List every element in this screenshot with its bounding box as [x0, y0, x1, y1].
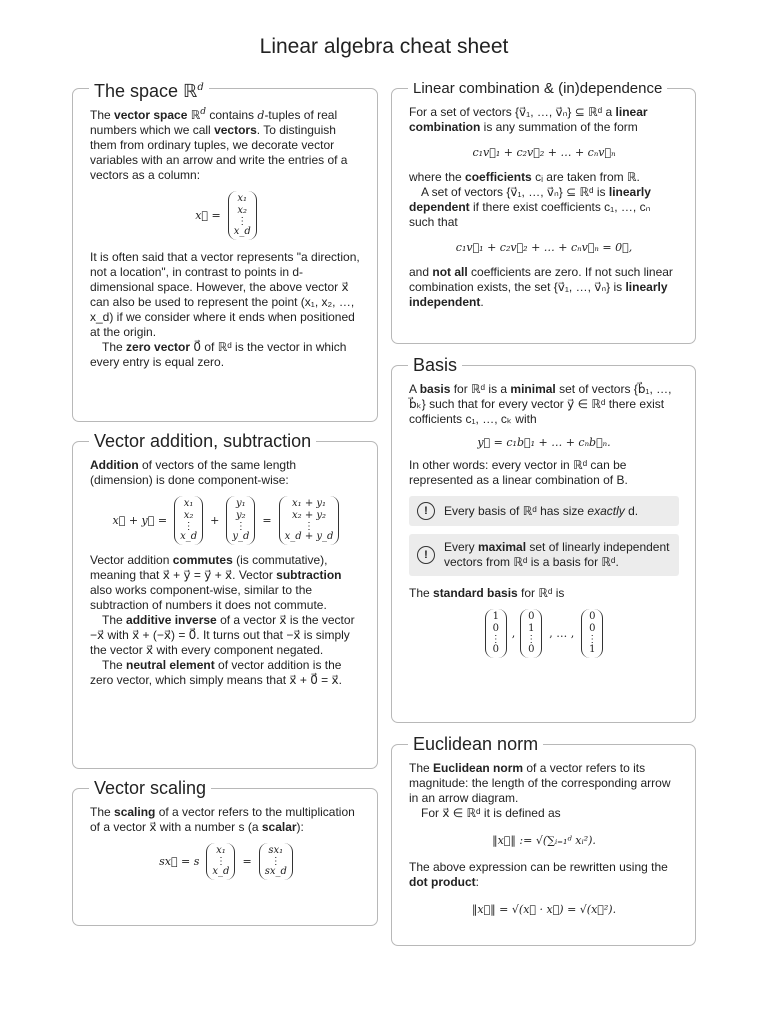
vector-x: x₁ ⋮ x_d: [206, 843, 235, 880]
combination-paragraph-1: For a set of vectors {v⃗₁, …, v⃗ₙ} ⊆ ℝᵈ a linear combination is any summation of the form: [409, 105, 648, 134]
space-paragraph-2: It is often said that a vector represents "a direction, not a location", in contrast to points in d-dimensional space. However, the above vector x⃗ can also be used to represent the point (x₁, x₂, …, x_d) if we consider where it ends when positioned at the origin.: [90, 250, 360, 339]
norm-equation-2: ‖x⃗‖ = √(x⃗ · x⃗) = √(x⃗²).: [471, 903, 617, 916]
exclamation-circle-icon: !: [417, 502, 435, 520]
section-addition: [72, 431, 378, 769]
norm-equation-1: ‖x⃗‖ := √(∑ᵢ₌₁ᵈ xᵢ²).: [492, 834, 596, 847]
basis-paragraph-2: In other words: every vector in ℝᵈ can be represented as a linear combination of B.: [409, 458, 628, 487]
section-space-heading: The space ℝ$^d$: [89, 77, 209, 102]
combination-paragraph-4: and not all coefficients are zero. If not such linear combination exists, the set {v⃗₁, …, v⃗ₙ} is linearly independent.: [409, 265, 673, 309]
basis-note-maximal-text: Every maximal set of linearly independent vectors from ℝᵈ is a basis for ℝᵈ.: [444, 540, 670, 569]
section-space: [72, 81, 378, 422]
space-vector-equation: x⃗ = x₁ x₂ ⋮ x_d: [90, 191, 361, 240]
vector-sum: x₁ + y₁ x₂ + y₂ ⋮ x_d + y_d: [279, 496, 340, 545]
scaling-paragraph-1: The scaling of a vector refers to the multiplication of a vector x⃗ with a number s (a scalar):: [90, 805, 355, 834]
exclamation-circle-icon: !: [417, 546, 435, 564]
combination-paragraph-2: where the coefficients cᵢ are taken from ℝ.: [409, 170, 640, 184]
section-scaling-heading: Vector scaling: [89, 777, 211, 799]
section-combination: [391, 80, 696, 344]
basis-note-size-text: Every basis of ℝᵈ has size exactly d.: [444, 503, 639, 518]
basis-paragraph-3: The standard basis for ℝᵈ is: [409, 586, 565, 600]
combination-equation-2: c₁v⃗₁ + c₂v⃗₂ + … + cₙv⃗ₙ = 0⃗,: [455, 241, 633, 254]
section-basis-heading: Basis: [408, 354, 462, 376]
space-paragraph-3: The zero vector 0⃗ of ℝᵈ is the vector in which every entry is equal zero.: [90, 340, 347, 369]
combination-equation-1: c₁v⃗₁ + c₂v⃗₂ + … + cₙv⃗ₙ: [472, 146, 616, 159]
page-title: Linear algebra cheat sheet: [259, 35, 509, 58]
vector-x: x₁ x₂ ⋮ x_d: [174, 496, 203, 545]
space-paragraph-1: The vector space ℝ$^d$ contains d-tuples of real numbers which we call vectors. To distinguish them from ordinary tuples, we decorate vector variables with an arrow and write the entries of a vectors as a column:: [90, 107, 348, 182]
scaling-equation: sx⃗ = s x₁ ⋮ x_d = sx₁ ⋮ sx_d: [90, 843, 361, 880]
column-vector: x₁ x₂ ⋮ x_d: [228, 191, 257, 240]
section-combination-heading: Linear combination & (in)dependence: [408, 79, 667, 98]
combination-paragraph-3: A set of vectors {v⃗₁, …, v⃗ₙ} ⊆ ℝᵈ is linearly dependent if there exist coefficients c₁, …, cₙ such that: [409, 185, 651, 229]
basis-note-maximal: [409, 534, 679, 576]
basis-vector-2: 0 1 ⋮ 0: [520, 609, 542, 658]
section-norm: [391, 734, 696, 946]
basis-note-size: [409, 496, 679, 526]
basis-paragraph-1: A basis for ℝᵈ is a minimal set of vectors {b⃗₁, …, b⃗ₖ} such that for every vector y⃗ ∈ ℝᵈ there exist cofficients c₁, …, cₖ with: [409, 382, 672, 426]
vector-y: y₁ y₂ ⋮ y_d: [226, 496, 255, 545]
addition-paragraph-4: The neutral element of vector addition is the zero vector, which simply means that x⃗ + 0⃗ = x⃗.: [90, 658, 342, 687]
norm-paragraph-1: The Euclidean norm of a vector refers to its magnitude: the length of the corresponding arrow in an arrow diagram.: [409, 761, 671, 805]
section-norm-heading: Euclidean norm: [408, 733, 543, 755]
basis-vector-d: 0 0 ⋮ 1: [581, 609, 603, 658]
norm-paragraph-2: For x⃗ ∈ ℝᵈ it is defined as: [421, 806, 561, 820]
standard-basis-equation: 1 0 ⋮ 0 , 0 1 ⋮ 0 , … , 0 0 ⋮ 1: [409, 609, 679, 658]
section-addition-heading: Vector addition, subtraction: [89, 430, 316, 452]
norm-paragraph-3: The above expression can be rewritten using the dot product:: [409, 860, 668, 889]
addition-paragraph-2: Vector addition commutes (is commutative), meaning that x⃗ + y⃗ = y⃗ + x⃗. Vector subtraction also works component-wise, similar to the subtraction of numbers it does not commute.: [90, 553, 342, 612]
basis-equation: y⃗ = c₁b⃗₁ + … + cₙb⃗ₙ.: [477, 436, 611, 449]
addition-paragraph-1: Addition of vectors of the same length (dimension) is done component-wise:: [90, 458, 297, 487]
section-scaling: [72, 778, 378, 926]
vector-sx: sx₁ ⋮ sx_d: [259, 843, 293, 880]
basis-vector-1: 1 0 ⋮ 0: [485, 609, 507, 658]
addition-equation: x⃗ + y⃗ = x₁ x₂ ⋮ x_d + y₁ y₂ ⋮ y_d = x₁ + y₁ x₂ + y₂ ⋮ x_d + y_d: [90, 496, 361, 545]
addition-paragraph-3: The additive inverse of a vector x⃗ is the vector −x⃗ with x⃗ + (−x⃗) = 0⃗. It turns out that −x⃗ is simply the vector x⃗ with every component negated.: [90, 613, 355, 657]
section-basis: [391, 355, 696, 723]
